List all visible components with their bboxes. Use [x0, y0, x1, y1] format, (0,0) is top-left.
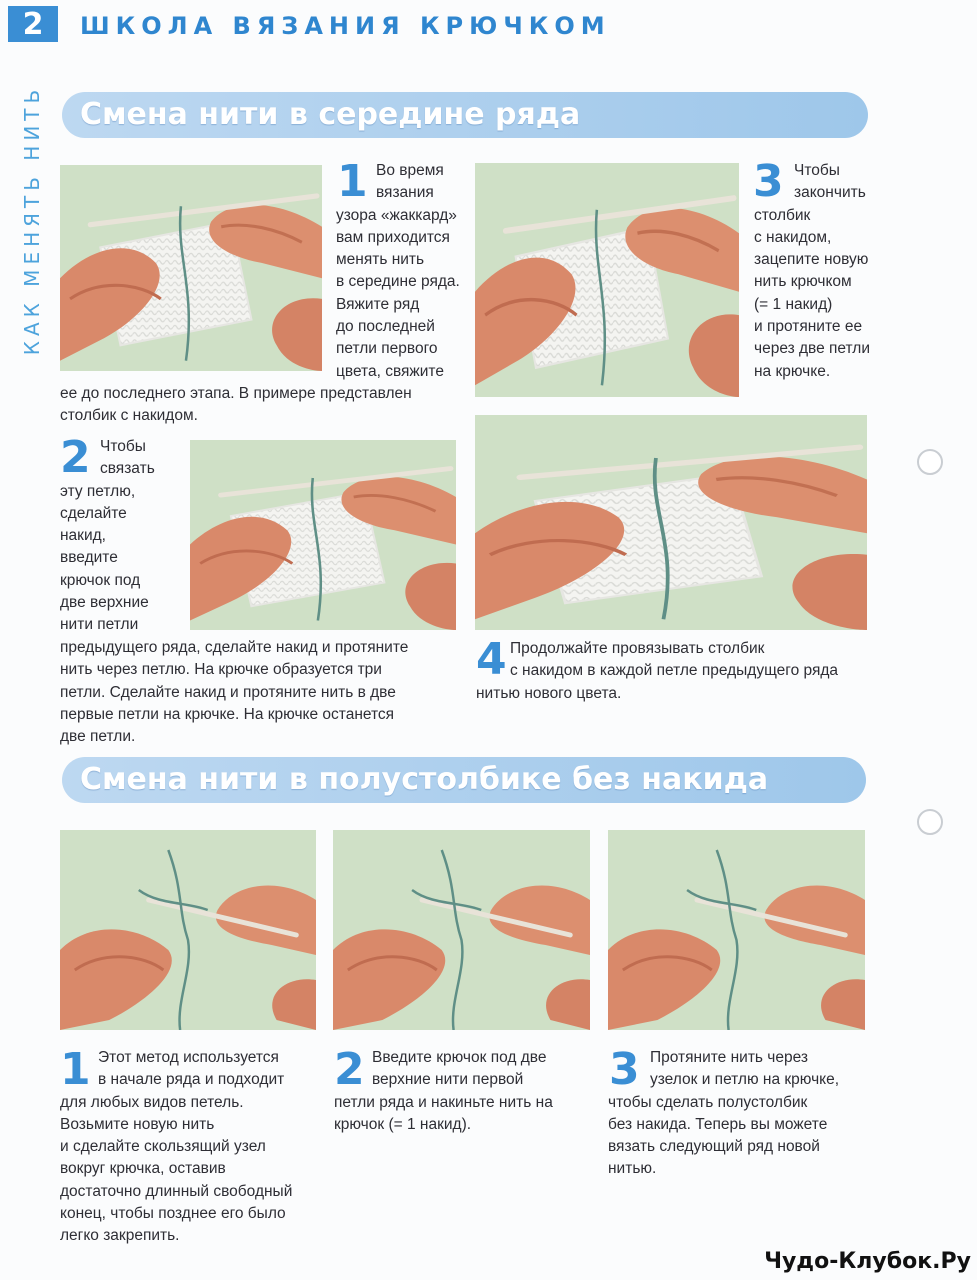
- step-text: [60, 383, 460, 428]
- step-text-line: Чтобы: [100, 438, 146, 455]
- step-photo-1: [60, 830, 316, 1030]
- watermark: Чудо-Клубок.Ру: [764, 1249, 971, 1274]
- step-text-line: сделайте: [60, 504, 127, 522]
- step-text-line: нити петли: [60, 616, 139, 634]
- step-text-line: Этот метод используется: [98, 1049, 279, 1066]
- step-text-line: зацепите новую: [754, 251, 869, 269]
- section-title-banner: [62, 92, 868, 138]
- step-number: 2: [60, 432, 91, 483]
- step-text-line: нитью нового цвета.: [476, 684, 622, 702]
- step-text-line: узора «жаккард»: [336, 206, 457, 224]
- step-text-line: нить крючком: [754, 273, 852, 291]
- side-section-label: КАК МЕНЯТЬ НИТЬ: [20, 84, 44, 356]
- step-text-line: введите: [60, 549, 118, 567]
- step-text-line: цвета, свяжите: [336, 362, 444, 380]
- step-number: 3: [753, 156, 784, 207]
- step-number: 1: [337, 156, 368, 207]
- step-text-line: Введите крючок под две: [372, 1049, 547, 1066]
- step-text-line: чтобы сделать полустолбик: [608, 1093, 808, 1111]
- step-text-line: верхние нити первой: [372, 1071, 524, 1089]
- step-text-line: ее до последнего этапа. В примере представлен: [60, 385, 412, 402]
- step-text-line: и протяните ее: [754, 318, 863, 336]
- binder-hole: [917, 809, 943, 835]
- section-title-banner: [62, 757, 866, 803]
- step-text-line: узелок и петлю на крючке,: [650, 1071, 840, 1089]
- step-text: [476, 634, 876, 705]
- step-text-line: петли ряда и накиньте нить на: [334, 1093, 553, 1111]
- step-text-line: предыдущего ряда, сделайте накид и протяните: [60, 639, 409, 656]
- step-text-line: закончить: [794, 184, 866, 202]
- step-text-line: Чтобы: [794, 162, 840, 179]
- step-text-line: нить через петлю. На крючке образуется три: [60, 661, 382, 679]
- step-text-line: связать: [100, 460, 155, 478]
- step-text-line: нитью.: [608, 1160, 657, 1178]
- step-text-line: Во время: [376, 162, 444, 179]
- step-text-line: вязания: [376, 184, 434, 202]
- step-text: [60, 1044, 322, 1248]
- step-text-line: столбик: [754, 206, 811, 224]
- section-title: Смена нити в полустолбике без накида: [80, 762, 769, 797]
- step-text: [753, 156, 894, 383]
- step-photo-2: [333, 830, 590, 1030]
- step-text-line: эту петлю,: [60, 482, 136, 500]
- step-text-line: петли. Сделайте накид и протяните нить в две: [60, 683, 396, 701]
- section-title: Смена нити в середине ряда: [80, 97, 581, 132]
- step-text-line: первые петли на крючке. На крючке останется: [60, 705, 395, 723]
- step-number: 2: [334, 1044, 365, 1095]
- step-text-line: конец, чтобы позднее его было: [60, 1205, 286, 1223]
- step-number: 1: [60, 1044, 91, 1095]
- step-text-line: Возьмите новую нить: [60, 1115, 215, 1133]
- step-text-line: с накидом в каждой петле предыдущего ряда: [510, 662, 839, 680]
- page-header-title: ШКОЛА ВЯЗАНИЯ КРЮЧКОМ: [80, 12, 611, 40]
- step-text-line: для любых видов петель.: [60, 1093, 244, 1111]
- step-text-line: две петли.: [60, 728, 136, 746]
- step-photo-1: [60, 165, 322, 371]
- binder-hole: [917, 449, 943, 475]
- step-text-line: в середине ряда.: [336, 273, 460, 291]
- step-text: [60, 432, 188, 637]
- step-text: [334, 1044, 596, 1136]
- step-photo-4: [475, 415, 867, 630]
- step-text-line: без накида. Теперь вы можете: [608, 1115, 828, 1133]
- step-text-line: вязать следующий ряд новой: [608, 1138, 820, 1156]
- step-text: [60, 637, 460, 748]
- step-text: [608, 1044, 870, 1181]
- step-text-line: через две петли: [754, 340, 871, 358]
- step-text-line: петли первого: [336, 340, 438, 358]
- step-text-line: в начале ряда и подходит: [98, 1071, 285, 1089]
- step-number: 4: [476, 634, 507, 685]
- step-text-line: менять нить: [336, 251, 425, 269]
- step-text-line: две верхние: [60, 594, 149, 612]
- step-text-line: и сделайте скользящий узел: [60, 1138, 266, 1156]
- step-text-line: крючок (= 1 накид).: [334, 1115, 472, 1133]
- step-text-line: накид,: [60, 527, 106, 545]
- step-photo-3: [608, 830, 865, 1030]
- step-text-line: легко закрепить.: [60, 1227, 180, 1245]
- step-text-line: крючок под: [60, 571, 141, 589]
- page-number: 2: [8, 6, 58, 42]
- step-text-line: на крючке.: [754, 362, 831, 380]
- step-photo-2: [190, 440, 456, 630]
- step-text-line: столбик с накидом.: [60, 407, 198, 425]
- step-text-line: Протяните нить через: [650, 1049, 809, 1066]
- step-text-line: с накидом,: [754, 228, 832, 246]
- step-text-line: достаточно длинный свободный: [60, 1182, 293, 1200]
- step-text-line: до последней: [336, 318, 435, 336]
- step-text-line: вокруг крючка, оставив: [60, 1160, 226, 1178]
- step-text-line: Продолжайте провязывать столбик: [510, 640, 765, 657]
- step-number: 3: [609, 1044, 640, 1095]
- step-text: [336, 156, 471, 383]
- step-text-line: (= 1 накид): [754, 295, 833, 313]
- step-text-line: вам приходится: [336, 228, 450, 246]
- step-photo-3: [475, 163, 739, 397]
- step-text-line: Вяжите ряд: [336, 295, 420, 313]
